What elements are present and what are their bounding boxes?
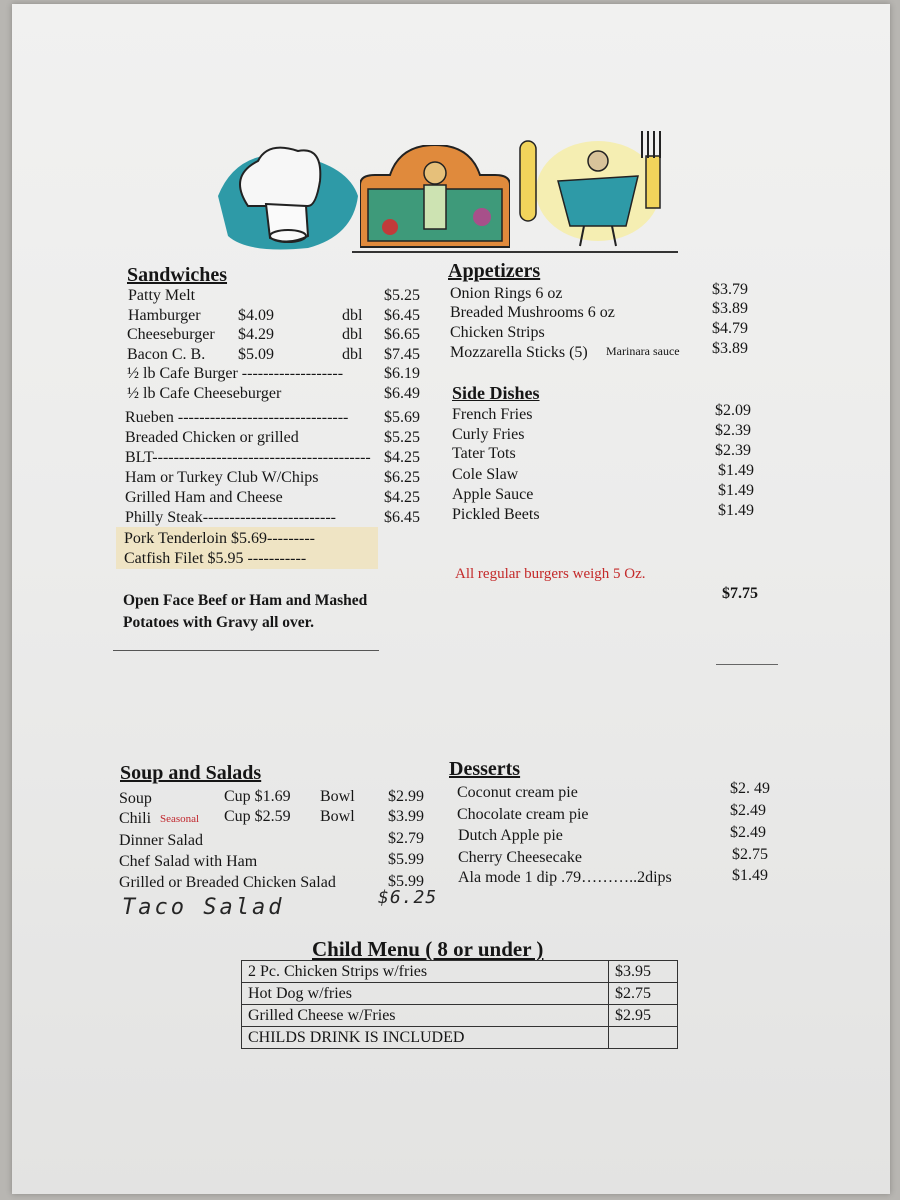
menu-price: $6.45 (384, 307, 420, 324)
menu-price: $6.45 (384, 509, 420, 526)
menu-price: $1.49 (732, 867, 768, 884)
menu-price: $6.65 (384, 326, 420, 343)
menu-item: French Fries (452, 406, 533, 423)
menu-item: Apple Sauce (452, 486, 534, 503)
menu-item: Catfish Filet $5.95 ----------- (124, 550, 307, 567)
child-menu-table (241, 960, 678, 1049)
seasonal-tag: Seasonal (160, 813, 200, 825)
menu-price: $6.19 (384, 365, 420, 382)
menu-item: ½ lb Cafe Burger ------------------- (127, 365, 344, 382)
sandwiches-heading: Sandwiches (127, 264, 228, 286)
child-price: $2.75 (609, 983, 678, 1005)
menu-item: Onion Rings 6 oz (450, 285, 563, 302)
appetizers-heading: Appetizers (448, 260, 541, 282)
table-row (242, 1005, 678, 1027)
menu-price: $2.39 (715, 442, 751, 459)
menu-price: $3.89 (712, 300, 748, 317)
menu-subprice: $4.09 (238, 307, 274, 324)
menu-price: $3.99 (388, 808, 424, 825)
menu-item: Breaded Chicken or grilled (125, 429, 299, 446)
child-item: CHILDS DRINK IS INCLUDED (242, 1027, 609, 1049)
open-face-underline (113, 650, 379, 651)
menu-item: Dinner Salad (119, 832, 203, 849)
menu-item: ½ lb Cafe Cheeseburger (127, 385, 282, 402)
desserts-heading: Desserts (449, 758, 521, 780)
menu-price: $7.45 (384, 346, 420, 363)
menu-price: $3.89 (712, 340, 748, 357)
menu-item: Coconut cream pie (457, 784, 578, 801)
menu-price: $2.49 (730, 802, 766, 819)
menu-price: $2. 49 (730, 780, 770, 797)
menu-item: Dutch Apple pie (458, 827, 563, 844)
menu-item: Cole Slaw (452, 466, 519, 483)
menu-item: Grilled Ham and Cheese (125, 489, 283, 506)
menu-item: Chicken Strips (450, 324, 545, 341)
burger-weight-note: All regular burgers weigh 5 Oz. (455, 566, 646, 582)
child-price: $3.95 (609, 961, 678, 983)
menu-price: $2.75 (732, 846, 768, 863)
menu-price: $5.99 (388, 851, 424, 868)
menu-price: $1.49 (718, 462, 754, 479)
menu-price: $2.39 (715, 422, 751, 439)
menu-item: Hamburger (128, 307, 201, 324)
menu-item: Curly Fries (452, 426, 525, 443)
menu-item: Patty Melt (128, 287, 196, 304)
child-item: Grilled Cheese w/Fries (242, 1005, 609, 1027)
handwritten-price: $6.25 (378, 887, 438, 908)
menu-subprice: $4.29 (238, 326, 274, 343)
bowl-label: Bowl (320, 788, 355, 805)
menu-price: $4.25 (384, 489, 420, 506)
menu-item: Breaded Mushrooms 6 oz (450, 304, 615, 321)
bowl-label: Bowl (320, 808, 355, 825)
menu-item: Rueben -------------------------------- (125, 409, 349, 426)
child-price (609, 1027, 678, 1049)
dbl-label: dbl (342, 346, 363, 363)
menu-price: $2.99 (388, 788, 424, 805)
menu-price: $5.99 (388, 873, 424, 890)
header-divider (352, 251, 678, 253)
open-face-price: $7.75 (722, 585, 758, 602)
menu-item: BLT----------------------------------------- (125, 449, 371, 466)
menu-item-note: Marinara sauce (606, 344, 680, 358)
dbl-label: dbl (342, 307, 363, 324)
menu-item: Mozzarella Sticks (5) (450, 344, 588, 361)
chef-cooking-icon (360, 145, 510, 250)
child-item: Hot Dog w/fries (242, 983, 609, 1005)
menu-price: $3.79 (712, 281, 748, 298)
menu-item: Bacon C. B. (127, 346, 206, 363)
table-row (242, 1027, 678, 1049)
menu-price: $4.79 (712, 320, 748, 337)
menu-price: $5.25 (384, 287, 420, 304)
menu-item: Cherry Cheesecake (458, 849, 582, 866)
menu-item: Cheeseburger (127, 326, 215, 343)
menu-price: $1.49 (718, 482, 754, 499)
menu-item: Ala mode 1 dip .79………..2dips (458, 869, 672, 886)
menu-price: $5.25 (384, 429, 420, 446)
table-row (242, 961, 678, 983)
soup-salads-heading: Soup and Salads (120, 762, 262, 784)
child-item: 2 Pc. Chicken Strips w/fries (242, 961, 609, 983)
child-menu-title: Child Menu ( 8 or under ) (312, 937, 544, 961)
menu-price: $2.79 (388, 830, 424, 847)
cup-price: Cup $2.59 (224, 808, 291, 825)
chef-with-knife-and-fork-icon (518, 126, 668, 248)
menu-price: $1.49 (718, 502, 754, 519)
menu-item: Pickled Beets (452, 506, 540, 523)
menu-subprice: $5.09 (238, 346, 274, 363)
menu-price: $2.49 (730, 824, 766, 841)
menu-price: $2.09 (715, 402, 751, 419)
menu-price: $4.25 (384, 449, 420, 466)
menu-price: $6.25 (384, 469, 420, 486)
menu-price: $5.69 (384, 409, 420, 426)
menu-item: Chef Salad with Ham (119, 853, 258, 870)
menu-item: Grilled or Breaded Chicken Salad (119, 874, 336, 891)
menu-item: Tater Tots (452, 445, 516, 462)
menu-item: Pork Tenderloin $5.69--------- (124, 530, 315, 547)
chef-hat-icon (208, 136, 358, 254)
menu-item: Chocolate cream pie (457, 806, 589, 823)
menu-item: Philly Steak------------------------- (125, 509, 336, 526)
price-underline (716, 664, 778, 665)
menu-item: Chili (119, 810, 152, 827)
dbl-label: dbl (342, 326, 363, 343)
handwritten-item: Taco Salad (122, 895, 285, 920)
cup-price: Cup $1.69 (224, 788, 291, 805)
table-row (242, 983, 678, 1005)
open-face-description: Open Face Beef or Ham and Mashed Potatoes with Gravy all over. (123, 592, 368, 631)
side-dishes-heading: Side Dishes (452, 383, 540, 403)
menu-item: Ham or Turkey Club W/Chips (125, 469, 319, 486)
child-menu-table-wrap (241, 960, 678, 1049)
menu-price: $6.49 (384, 385, 420, 402)
child-price: $2.95 (609, 1005, 678, 1027)
menu-item: Soup (119, 790, 152, 807)
